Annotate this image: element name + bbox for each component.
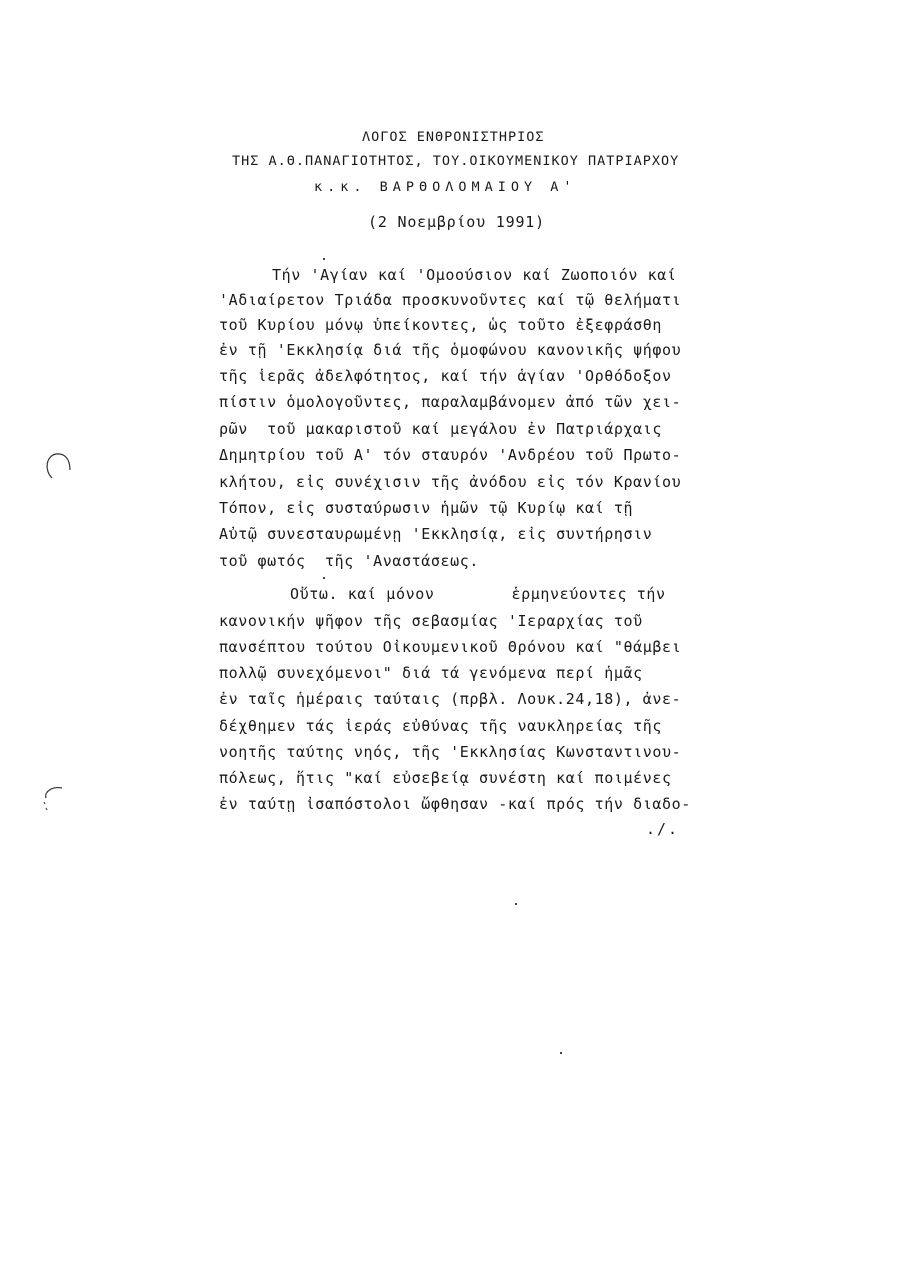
- paragraph-line: δέχθημεν τάς ἱεράς εὐθύνας τῆς ναυκληρείας τῆς: [219, 717, 663, 735]
- paragraph-line: πόλεως, ἥτις "καί εὐσεβείᾳ συνέστη καί ποιμένες: [219, 769, 672, 787]
- paragraph-line: τοῦ φωτός τῆς 'Αναστάσεως.: [219, 552, 480, 570]
- title-line-2: ΤΗΣ Α.Θ.ΠΑΝΑΓΙΟΤΗΤΟΣ, ΤΟΥ.ΟΙΚΟΥΜΕΝΙΚΟΥ ΠΑΤΡΙΑΡΧΟΥ: [232, 153, 680, 169]
- paragraph-line: κλήτου, εἰς συνέχισιν τῆς ἀνόδου εἰς τόν Κρανίου: [219, 473, 682, 491]
- paragraph-line: κανονικήν ψῆφον τῆς σεβασμίας 'Ιεραρχίας τοῦ: [219, 612, 643, 630]
- scan-speck: [515, 903, 517, 905]
- paragraph-line: Τόπον, εἰς συσταύρωσιν ἡμῶν τῷ Κυρίῳ καί τῇ: [219, 499, 634, 517]
- paragraph-line: πίστιν ὁμολογοῦντες, παραλαμβάνομεν ἀπό τῶν χει-: [219, 393, 682, 411]
- paragraph-line: πανσέπτου τούτου Οἰκουμενικοῦ Θρόνου καί "θάμβει: [219, 638, 682, 656]
- paragraph-line: ἐν ταύτῃ ἰσαπόστολοι ὤφθησαν -καί πρός τήν διαδο-: [219, 795, 691, 813]
- scan-speck: [323, 577, 325, 579]
- paragraph-line: Δημητρίου τοῦ Α' τόν σταυρόν 'Ανδρέου τοῦ Πρωτο-: [219, 446, 682, 464]
- paragraph-line: τῆς ἱερᾶς ἀδελφότητος, καί τήν ἁγίαν 'Ορθόδοξον: [219, 367, 672, 385]
- paragraph-line: ἐν ταῖς ἡμέραις ταύταις (πρβλ. Λουκ.24,18), ἀνε-: [219, 690, 682, 708]
- title-line-3: κ.κ. ΒΑΡΘΟΛΟΜΑΙΟΥ Α': [314, 179, 577, 195]
- scan-speck: [560, 1052, 562, 1054]
- scan-speck: [323, 258, 325, 260]
- continuation-mark: ./.: [646, 820, 680, 838]
- margin-pencil-mark: [40, 448, 80, 484]
- paragraph-line: τοῦ Κυρίου μόνῳ ὑπείκοντες, ὡς τοῦτο ἐξεφράσθη: [219, 316, 663, 334]
- paragraph-line: ρῶν τοῦ μακαριστοῦ καί μεγάλου ἐν Πατριάρχαις: [219, 420, 663, 438]
- date-line: (2 Νοεμβρίου 1991): [368, 213, 545, 231]
- margin-pencil-mark: [36, 780, 76, 816]
- paragraph-line: Τήν 'Αγίαν καί 'Ομοούσιον καί Ζωοποιόν καί: [272, 266, 677, 284]
- paragraph-line: ἐν τῇ 'Εκκλησίᾳ διά τῆς ὁμοφώνου κανονικῆς ψήφου: [219, 341, 682, 359]
- paragraph-line: 'Αδιαίρετον Τριάδα προσκυνοῦντες καί τῷ θελήματι: [219, 291, 682, 309]
- paragraph-line: Οὕτω. καί μόνον ἑρμηνεύοντες τήν: [290, 585, 666, 603]
- paragraph-line: νοητῆς ταύτης νηός, τῆς 'Εκκλησίας Κωνσταντινου-: [219, 743, 682, 761]
- paragraph-line: πολλῷ συνεχόμενοι" διά τά γενόμενα περί ἡμᾶς: [219, 664, 643, 682]
- paragraph-line: Αὐτῷ συνεσταυρωμένῃ 'Εκκλησίᾳ, εἰς συντήρησιν: [219, 525, 653, 543]
- title-line-1: ΛΟΓΟΣ ΕΝΘΡΟΝΙΣΤΗΡΙΟΣ: [362, 129, 545, 145]
